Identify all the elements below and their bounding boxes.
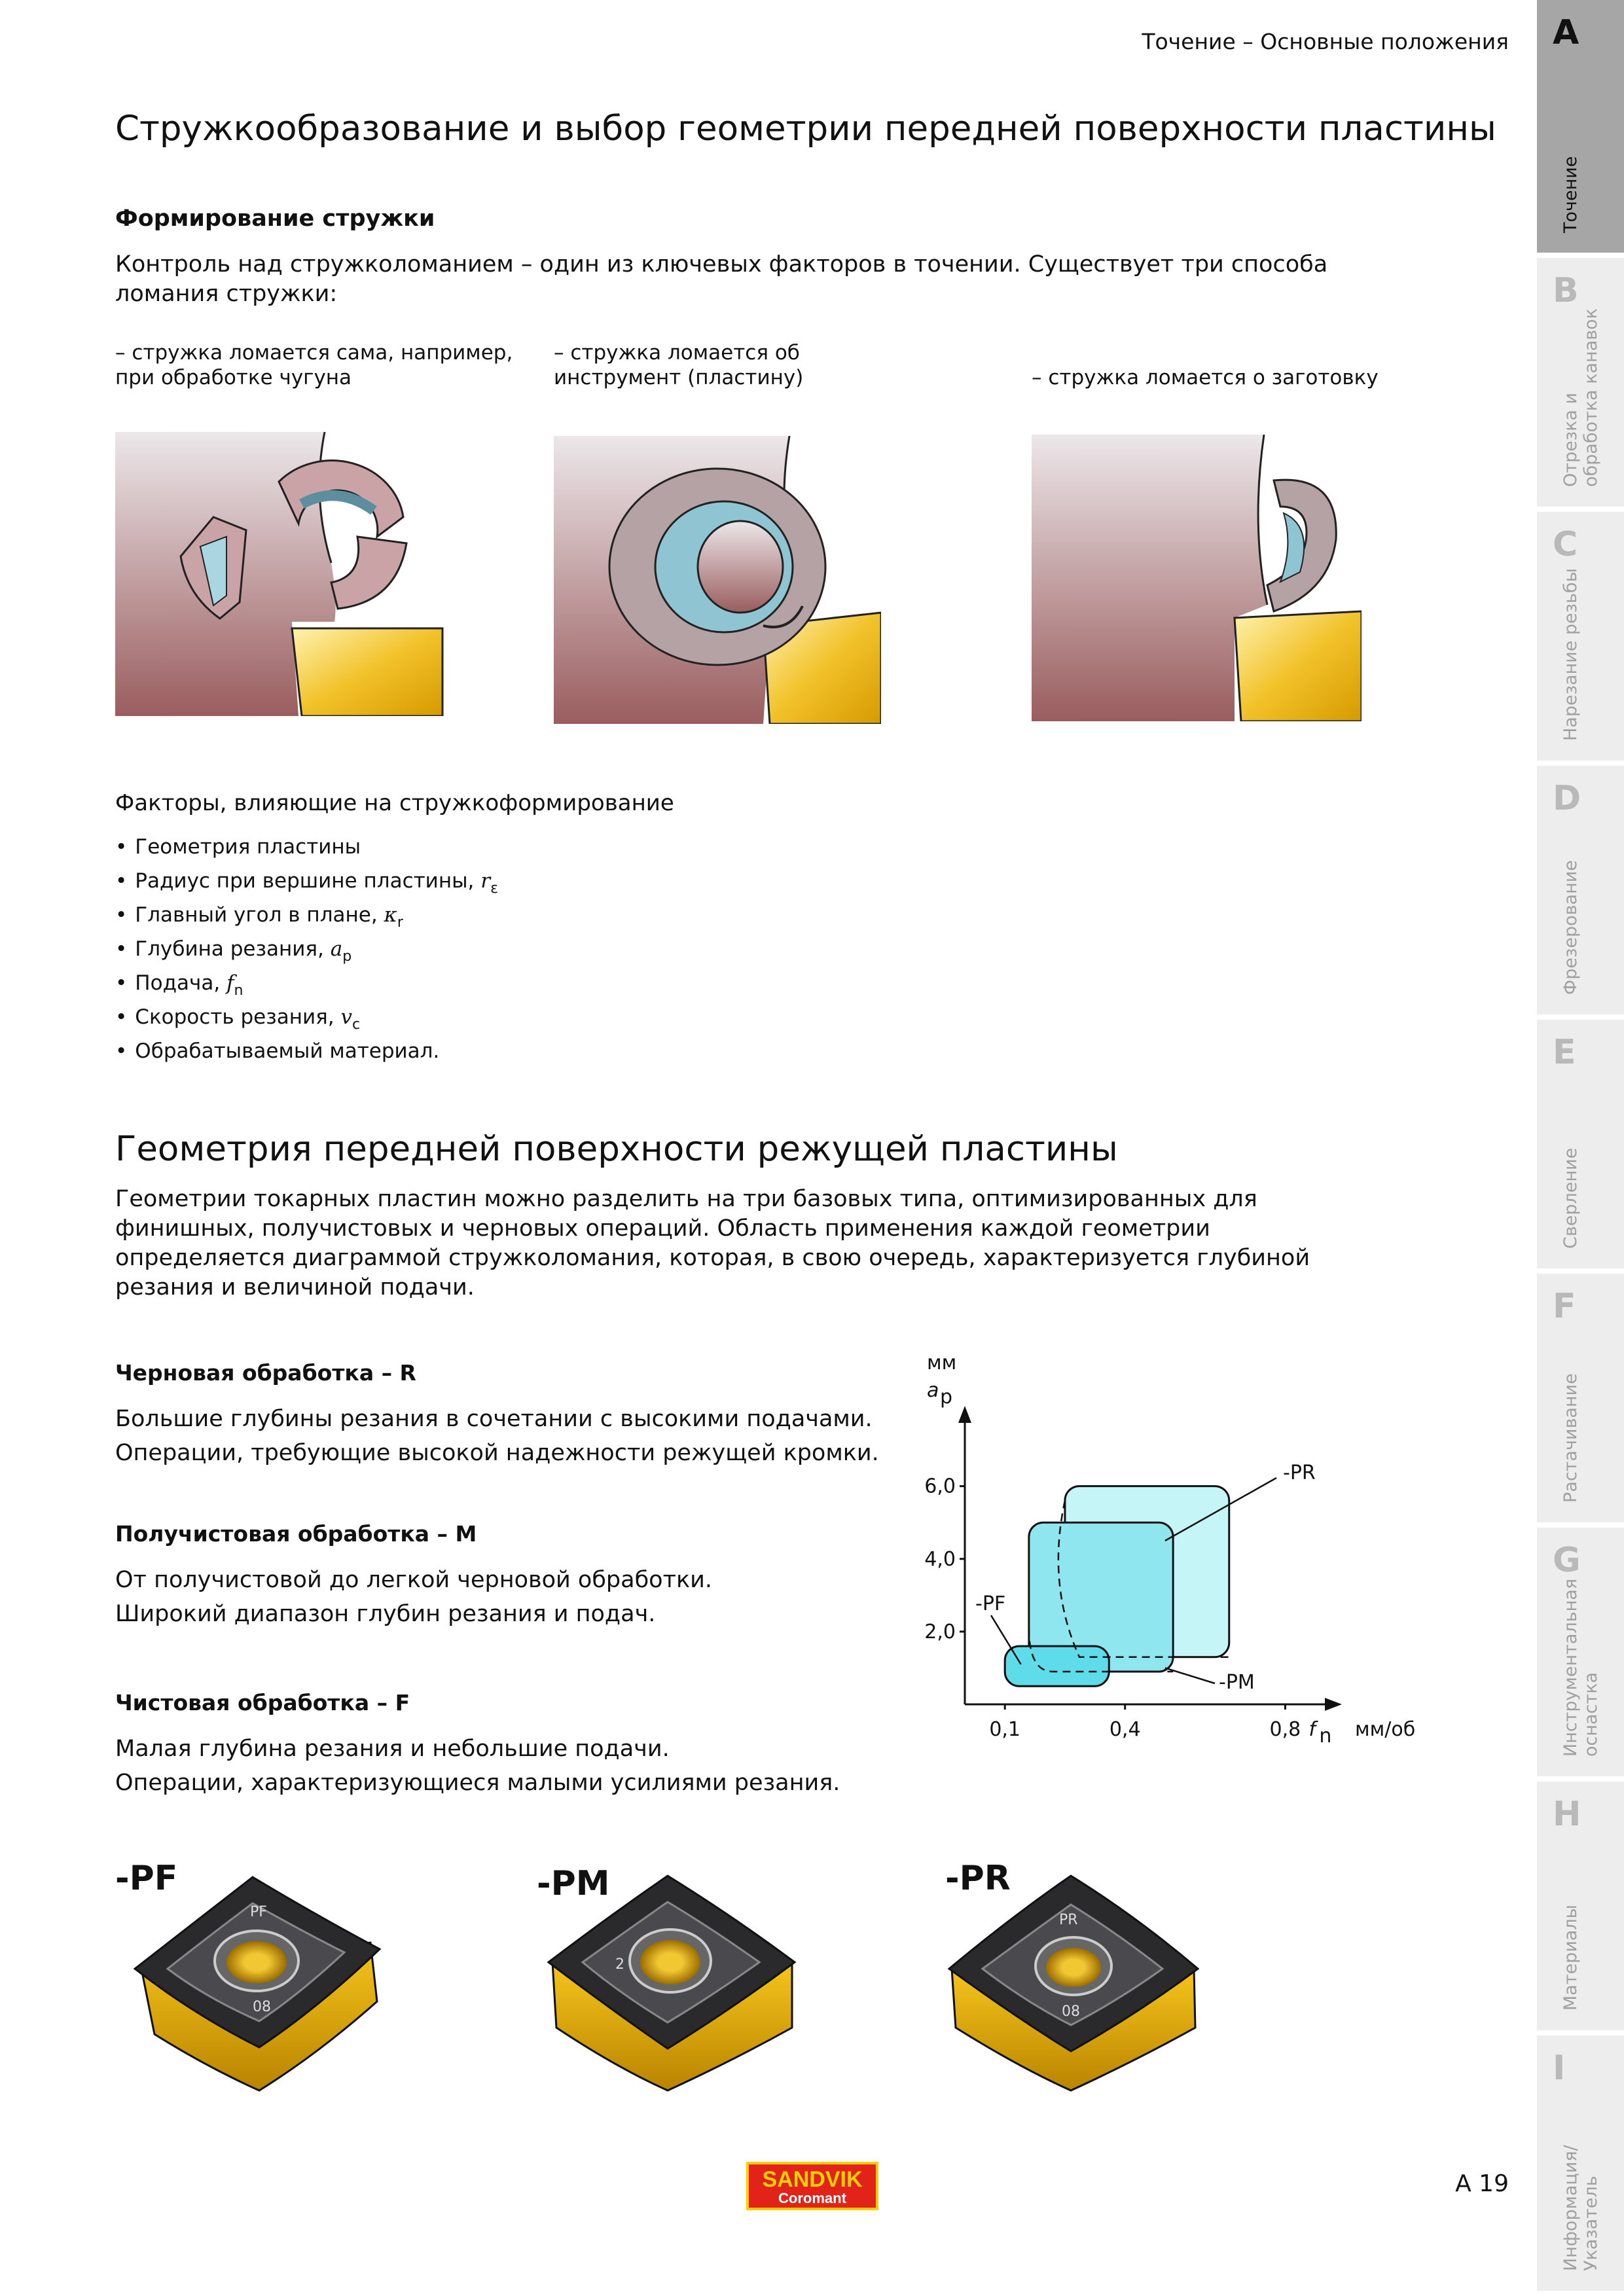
chart-y-unit: мм (927, 1352, 957, 1374)
factor-subscript: n (234, 982, 244, 999)
chipbreaking-diagram (910, 1348, 1434, 1754)
factor-symbol: r (480, 869, 491, 893)
factor-text: Подача, (135, 971, 227, 995)
logo-bottom-text: Coromant (778, 2190, 846, 2206)
rake-geometry-title: Геометрия передней поверхности режущей пластины (115, 1129, 1118, 1169)
section-tab-label: Инструментальная оснастка (1561, 1578, 1601, 1757)
chart-y-symbol-sub: p (940, 1386, 953, 1408)
insert-label-pf: -PF (115, 1859, 178, 1898)
section-tab-letter: C (1553, 525, 1578, 564)
section-tab-label: Точение (1561, 156, 1581, 233)
chip-formation-heading: Формирование стружки (115, 206, 435, 232)
insert-label-pm: -PM (537, 1864, 610, 1903)
chart-x-tick-label: 0,4 (1109, 1718, 1141, 1741)
section-tab-d[interactable] (1537, 766, 1624, 1020)
section-tab-label: Фрезерование (1561, 860, 1581, 995)
chip-self-break-illustration (115, 432, 446, 716)
caption-workpiece-break: – стружка ломается о заготовку (1032, 366, 1379, 389)
factor-subscript: p (342, 948, 352, 965)
chart-y-tick-label: 2,0 (924, 1620, 956, 1643)
factor-item (115, 864, 498, 898)
section-tab-h[interactable] (1537, 1782, 1624, 2036)
section-tab-c[interactable] (1537, 512, 1624, 766)
chart-x-tick-label: 0,1 (989, 1718, 1021, 1741)
chart-callout-line (1165, 1668, 1215, 1683)
chart-region-label: -PF (975, 1592, 1006, 1615)
factor-item (115, 1034, 498, 1068)
caption-self-break: – стружка ломается сама, например, при обработке чугуна (115, 341, 513, 389)
factor-text: Скорость резания, (135, 1005, 341, 1029)
page-title: Стружкообразование и выбор геометрии передней поверхности пластины (115, 109, 1496, 149)
factor-item (115, 830, 498, 864)
chart-region-label: -PM (1219, 1671, 1255, 1694)
section-tab-letter: I (1553, 2049, 1566, 2088)
caption-tool-break: – стружка ломается об инструмент (пластину) (554, 341, 804, 389)
chart-x-symbol: f (1308, 1718, 1316, 1741)
semifinishing-line-2: Широкий диапазон глубин резания и подач. (115, 1601, 656, 1627)
factor-item (115, 966, 498, 1000)
chart-x-arrow (1325, 1698, 1342, 1711)
chart-x-tick-label: 0,8 (1269, 1718, 1301, 1741)
section-tab-letter: H (1553, 1795, 1581, 1834)
section-tab-letter: G (1553, 1541, 1581, 1580)
factor-text: Обрабатываемый материал. (135, 1039, 440, 1063)
section-tab-label: Отрезка и обработка канавок (1561, 308, 1601, 487)
section-tab-i[interactable] (1537, 2036, 1624, 2296)
factor-symbol: v (340, 1005, 353, 1029)
insert-pm-image (543, 1871, 799, 2093)
section-tab-label: Нарезание резьбы (1561, 568, 1581, 741)
chart-y-tick-label: 6,0 (924, 1475, 956, 1498)
section-tab-label: Сверление (1561, 1147, 1581, 1249)
section-tab-letter: B (1553, 271, 1579, 310)
factor-text: Глубина резания, (135, 937, 331, 961)
roughing-heading: Черновая обработка – R (115, 1360, 416, 1386)
semifinishing-line-1: От получистовой до легкой черновой обработки. (115, 1567, 712, 1593)
insert-pr-number: 08 (1062, 2003, 1080, 2020)
finishing-line-2: Операции, характеризующиеся малыми усилиями резания. (115, 1770, 840, 1796)
factor-subscript: c (352, 1016, 361, 1033)
sandvik-coromant-logo (746, 2162, 878, 2210)
section-tab-f[interactable] (1537, 1274, 1624, 1528)
section-tab-label: Материалы (1561, 1905, 1581, 2011)
insert-pr-code: PR (1059, 1912, 1078, 1928)
finishing-line-1: Малая глубина резания и небольшие подачи. (115, 1736, 670, 1762)
rake-geometry-intro: Геометрии токарных пластин можно разделить на три базовых типа, оптимизированных для финишных, получистовых и черновых операций. Область применения каждой геометрии определяется диаграммой стружколомания, которая, в свою очередь, характеризуется глубиной резания и величиной подачи. (115, 1186, 1310, 1300)
factor-symbol: a (330, 937, 343, 961)
insert-pf-image (128, 1871, 386, 2093)
section-tab-letter: E (1553, 1033, 1576, 1072)
factor-text: Главный угол в плане, (135, 903, 384, 927)
section-tab-strip (1537, 0, 1624, 2296)
factor-item (115, 1000, 498, 1034)
factor-subscript: ε (490, 880, 498, 897)
semifinishing-heading: Получистовая обработка – M (115, 1521, 477, 1547)
section-tab-letter: A (1553, 13, 1579, 52)
section-tab-letter: D (1553, 779, 1581, 818)
chart-y-tick-label: 4,0 (924, 1547, 956, 1571)
chart-y-arrow (958, 1406, 971, 1423)
insert-label-pr: -PR (945, 1859, 1011, 1898)
insert-pf-code: PF (250, 1904, 267, 1920)
chart-region-label: -PR (1283, 1462, 1316, 1484)
section-tab-letter: F (1553, 1287, 1576, 1326)
factor-text: Геометрия пластины (135, 835, 361, 859)
factor-item (115, 898, 498, 932)
factor-symbol: κ (384, 903, 397, 927)
factor-subscript: r (397, 914, 403, 931)
insert-pr-image (947, 1871, 1202, 2093)
section-tab-g[interactable] (1537, 1528, 1624, 1782)
factor-text: Радиус при вершине пластины, (135, 869, 481, 893)
chip-formation-intro: Контроль над стружколоманием – один из ключевых факторов в точении. Существует три способа ломания стружки: (115, 251, 1328, 307)
chip-workpiece-break-illustration (1032, 435, 1362, 721)
insert-pf-number: 08 (253, 1999, 271, 2015)
running-head: Точение – Основные положения (1142, 29, 1509, 54)
insert-pm-number: 2 (615, 1956, 624, 1973)
roughing-line-2: Операции, требующие высокой надежности режущей кромки. (115, 1440, 879, 1466)
section-tab-label: Растачивание (1561, 1373, 1581, 1503)
roughing-line-1: Большие глубины резания в сочетании с высокими подачами. (115, 1406, 873, 1432)
chart-x-symbol-sub: n (1319, 1725, 1332, 1748)
section-tab-label: Информация/ Указатель (1561, 2145, 1601, 2271)
factors-heading: Факторы, влияющие на стружкоформирование (115, 790, 674, 816)
chart-region-pf (1005, 1646, 1109, 1686)
chip-tool-break-illustration (554, 436, 881, 724)
factor-item (115, 932, 498, 966)
logo-top-text: SANDVIK (762, 2167, 863, 2192)
section-tab-a[interactable] (1537, 0, 1624, 258)
chart-x-unit: мм/об (1355, 1718, 1416, 1741)
section-tab-b[interactable] (1537, 258, 1624, 512)
finishing-heading: Чистовая обработка – F (115, 1690, 410, 1715)
page-number: A 19 (1455, 2170, 1509, 2197)
section-tab-e[interactable] (1537, 1020, 1624, 1274)
chart-y-symbol: a (927, 1379, 939, 1402)
factor-symbol: f (226, 971, 234, 995)
factors-list (115, 830, 498, 1068)
